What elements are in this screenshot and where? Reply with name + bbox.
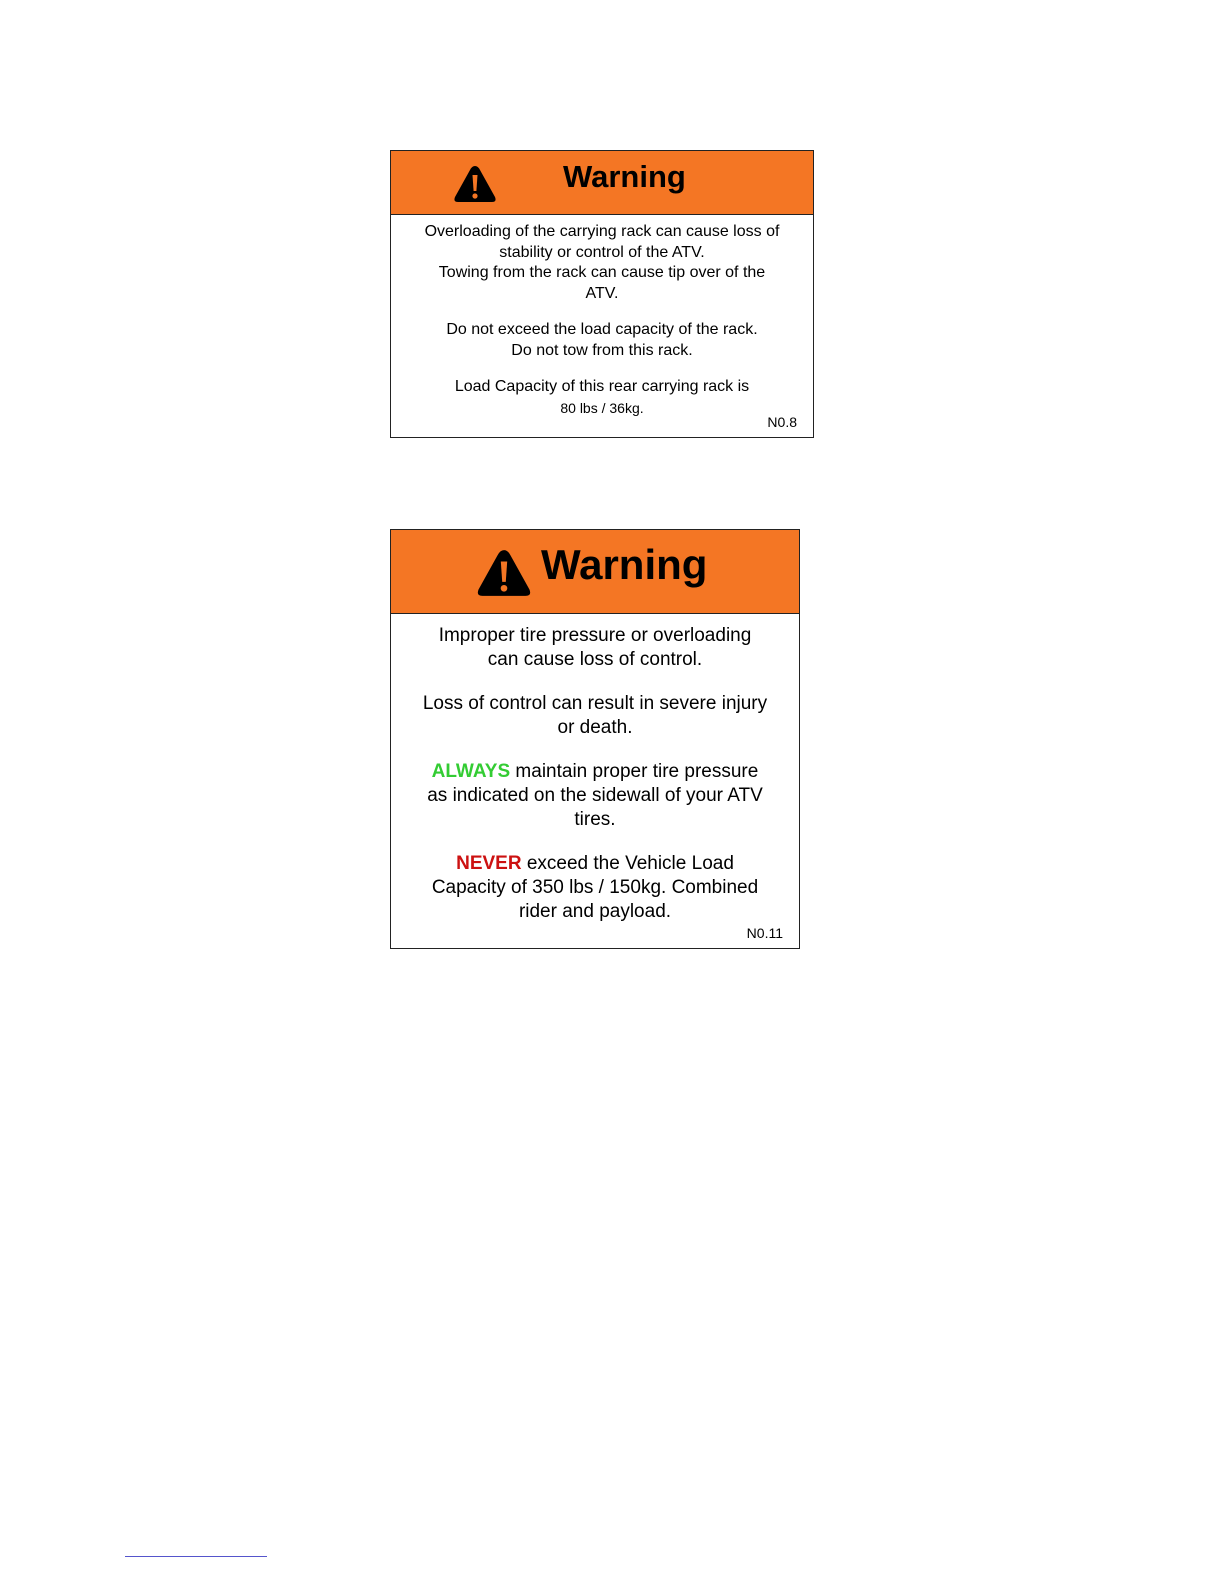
label-title: Warning: [541, 541, 708, 588]
label-text-line: or death.: [557, 717, 633, 738]
label-text-line: tires.: [574, 809, 616, 830]
warning-label-tire-pressure: [390, 529, 800, 949]
load-capacity-value: 80 lbs / 36kg.: [560, 399, 644, 416]
warning-triangle-icon: [453, 164, 497, 204]
always-keyword: ALWAYS: [431, 761, 511, 782]
warning-triangle-icon: [476, 547, 532, 599]
footnote-separator: [125, 1556, 267, 1557]
label-code: N0.11: [746, 925, 783, 941]
label-text-line: stability or control of the ATV.: [499, 243, 705, 261]
label-body: [391, 614, 799, 924]
label-body: [391, 215, 813, 418]
warning-label-rack: [390, 150, 814, 438]
label-text-line: can cause loss of control.: [487, 649, 703, 670]
label-header: [391, 151, 813, 215]
label-code: N0.8: [767, 414, 797, 430]
label-text-line: Capacity of 350 lbs / 150kg. Combined: [431, 877, 759, 898]
label-text-line: rider and payload.: [518, 901, 672, 922]
label-text-line: Loss of control can result in severe injury: [422, 693, 768, 714]
label-text-line: Towing from the rack can cause tip over of the: [438, 264, 766, 281]
label-text-line: [405, 852, 785, 876]
label-text-line: [405, 760, 785, 784]
label-text-line: as indicated on the sidewall of your ATV: [427, 785, 763, 806]
label-text-line: Overloading of the carrying rack can cause loss of: [424, 223, 780, 240]
label-text-fragment: maintain proper tire pressure: [510, 761, 759, 782]
label-text-fragment: exceed the Vehicle Load: [521, 853, 734, 874]
label-header: [391, 530, 799, 614]
label-text-line: ATV.: [585, 284, 619, 302]
label-text-line: Load Capacity of this rear carrying rack is: [454, 378, 750, 395]
never-keyword: NEVER: [456, 853, 522, 874]
label-title: Warning: [563, 159, 686, 194]
label-text-line: Do not tow from this rack.: [511, 341, 693, 359]
label-text-line: Improper tire pressure or overloading: [438, 625, 752, 646]
label-text-line: Do not exceed the load capacity of the rack.: [446, 321, 758, 338]
